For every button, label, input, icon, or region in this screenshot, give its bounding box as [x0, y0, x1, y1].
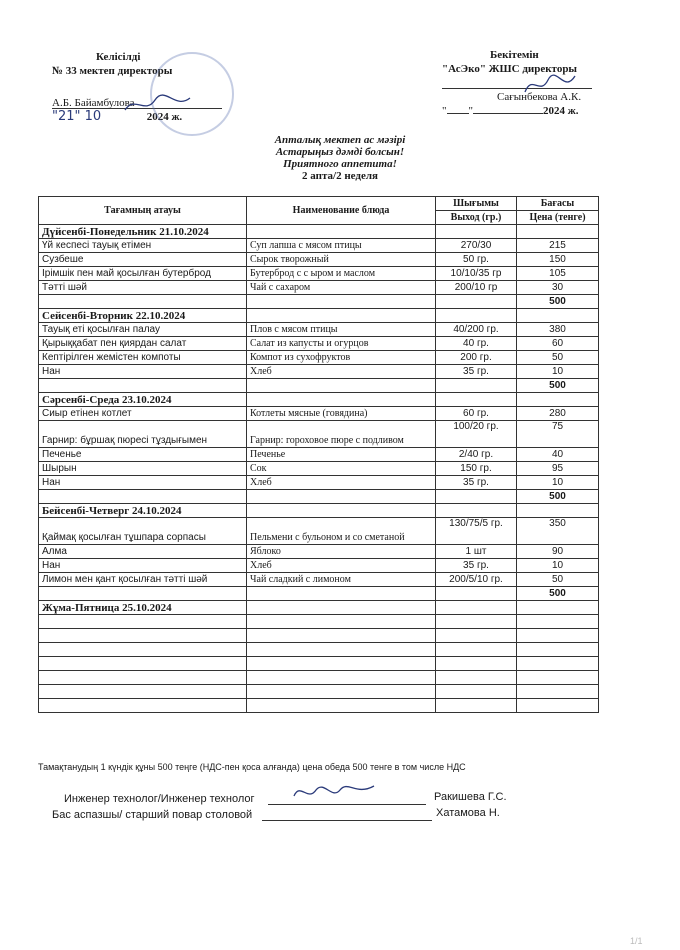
day-empty-cell — [247, 393, 436, 407]
menu-row — [39, 323, 599, 337]
dish-price: 50 — [517, 573, 599, 587]
dish-kk: Қырыққабат пен қиярдан салат — [39, 337, 247, 351]
dish-yield: 35 гр. — [436, 476, 517, 490]
dish-yield: 100/20 гр. — [436, 421, 517, 448]
empty-cell — [247, 615, 436, 629]
menu-row — [39, 421, 599, 448]
menu-title: Апталық мектеп ас мәзірі — [274, 134, 406, 146]
right-header-date-close: " — [468, 105, 473, 117]
empty-cell — [247, 643, 436, 657]
empty-cell — [39, 643, 247, 657]
total-empty-cell — [39, 295, 247, 309]
empty-row — [39, 685, 599, 699]
empty-cell — [517, 685, 599, 699]
empty-row — [39, 699, 599, 713]
dish-kk: Шырын — [39, 462, 247, 476]
empty-cell — [517, 699, 599, 713]
left-header-date-prefix: "21" 10 — [52, 109, 102, 124]
dish-kk: Ірімшік пен май қосылған бутерброд — [39, 267, 247, 281]
right-header-date-open: " — [442, 105, 447, 117]
empty-cell — [39, 685, 247, 699]
day-header-row — [39, 225, 599, 239]
dish-kk: Нан — [39, 365, 247, 379]
dish-kk: Нан — [39, 476, 247, 490]
signature-name-2: Хатамова Н. — [436, 807, 500, 819]
total-row — [39, 295, 599, 309]
total-empty-cell — [247, 295, 436, 309]
total-empty-cell — [39, 490, 247, 504]
dish-ru: Пельмени с бульоном и со сметаной — [247, 518, 436, 545]
dish-price: 380 — [517, 323, 599, 337]
dish-yield: 10/10/35 гр — [436, 267, 517, 281]
header-price-ru: Цена (тенге) — [517, 211, 599, 225]
total-row — [39, 490, 599, 504]
signature-left — [120, 90, 200, 120]
dish-price: 75 — [517, 421, 599, 448]
empty-cell — [436, 643, 517, 657]
day-header-row — [39, 504, 599, 518]
empty-cell — [436, 685, 517, 699]
day-header-row — [39, 393, 599, 407]
day-title: Сәрсенбі-Среда 23.10.2024 — [39, 393, 247, 407]
day-title: Сейсенбі-Вторник 22.10.2024 — [39, 309, 247, 323]
total-empty-cell — [247, 587, 436, 601]
dish-price: 10 — [517, 476, 599, 490]
empty-cell — [436, 671, 517, 685]
day-empty-cell — [517, 504, 599, 518]
day-empty-cell — [247, 225, 436, 239]
dish-ru: Печенье — [247, 448, 436, 462]
dish-kk: Лимон мен қант қосылған тәтті шәй — [39, 573, 247, 587]
dish-price: 60 — [517, 337, 599, 351]
empty-cell — [517, 671, 599, 685]
dish-price: 150 — [517, 253, 599, 267]
menu-row — [39, 239, 599, 253]
day-title: Жұма-Пятница 25.10.2024 — [39, 601, 247, 615]
dish-kk: Гарнир: бұршақ пюресі тұздығымен — [39, 421, 247, 448]
day-empty-cell — [517, 309, 599, 323]
day-empty-cell — [247, 504, 436, 518]
day-title: Бейсенбі-Четверг 24.10.2024 — [39, 504, 247, 518]
dish-yield: 50 гр. — [436, 253, 517, 267]
dish-kk: Кептірілген жемістен компоты — [39, 351, 247, 365]
dish-ru: Котлеты мясные (говядина) — [247, 407, 436, 421]
dish-kk: Тауық еті қосылған палау — [39, 323, 247, 337]
total-empty-cell — [436, 490, 517, 504]
day-title: Дүйсенбі-Понедельник 21.10.2024 — [39, 225, 247, 239]
dish-kk: Сиыр етінен котлет — [39, 407, 247, 421]
empty-row — [39, 657, 599, 671]
dish-yield: 1 шт — [436, 545, 517, 559]
menu-row — [39, 281, 599, 295]
empty-cell — [517, 657, 599, 671]
page-marker: 1/1 — [630, 936, 643, 946]
total-row — [39, 587, 599, 601]
dish-ru: Гарнир: гороховое пюре с подливом — [247, 421, 436, 448]
day-total: 500 — [517, 295, 599, 309]
dish-ru: Чай с сахаром — [247, 281, 436, 295]
empty-row — [39, 671, 599, 685]
dish-price: 95 — [517, 462, 599, 476]
dish-ru: Чай сладкий с лимоном — [247, 573, 436, 587]
empty-cell — [517, 615, 599, 629]
dish-kk: Алма — [39, 545, 247, 559]
day-total: 500 — [517, 587, 599, 601]
day-empty-cell — [247, 601, 436, 615]
left-header-approved: Келісілді — [96, 51, 141, 63]
menu-row — [39, 351, 599, 365]
dish-ru: Суп лапша с мясом птицы — [247, 239, 436, 253]
right-header-date-suffix: 2024 ж. — [543, 105, 579, 117]
empty-cell — [436, 629, 517, 643]
menu-row — [39, 407, 599, 421]
empty-row — [39, 615, 599, 629]
empty-cell — [247, 699, 436, 713]
day-empty-cell — [517, 393, 599, 407]
menu-row — [39, 448, 599, 462]
dish-yield: 200 гр. — [436, 351, 517, 365]
day-empty-cell — [517, 225, 599, 239]
empty-cell — [39, 671, 247, 685]
dish-price: 350 — [517, 518, 599, 545]
day-empty-cell — [436, 225, 517, 239]
signature-right — [520, 70, 580, 100]
signature-role-1: Инженер технолог/Инженер технолог — [64, 793, 255, 805]
header-price-kk: Бағасы — [517, 197, 599, 211]
empty-row — [39, 643, 599, 657]
signature-engineer — [290, 778, 380, 808]
menu-week: 2 апта/2 неделя — [302, 170, 378, 182]
dish-price: 105 — [517, 267, 599, 281]
dish-yield: 35 гр. — [436, 559, 517, 573]
dish-kk: Сузбеше — [39, 253, 247, 267]
empty-cell — [247, 657, 436, 671]
menu-wish-ru: Приятного аппетита! — [283, 158, 397, 170]
dish-price: 10 — [517, 365, 599, 379]
day-empty-cell — [436, 393, 517, 407]
right-header-position: "АсЭко" ЖШС директоры — [442, 63, 578, 75]
dish-yield: 270/30 — [436, 239, 517, 253]
total-empty-cell — [39, 379, 247, 393]
dish-kk: Печенье — [39, 448, 247, 462]
dish-yield: 200/5/10 гр. — [436, 573, 517, 587]
menu-row — [39, 559, 599, 573]
dish-yield: 40 гр. — [436, 337, 517, 351]
day-header-row — [39, 601, 599, 615]
total-empty-cell — [247, 379, 436, 393]
dish-kk: Нан — [39, 559, 247, 573]
menu-row — [39, 462, 599, 476]
left-header-name: А.Б. Байамбулова — [52, 97, 135, 109]
empty-cell — [247, 671, 436, 685]
menu-wish-kk: Астарыңыз дәмді болсын! — [275, 146, 405, 158]
day-total: 500 — [517, 490, 599, 504]
empty-cell — [436, 657, 517, 671]
empty-cell — [247, 629, 436, 643]
dish-price: 280 — [517, 407, 599, 421]
empty-cell — [39, 615, 247, 629]
empty-cell — [247, 685, 436, 699]
dish-yield: 40/200 гр. — [436, 323, 517, 337]
dish-yield: 60 гр. — [436, 407, 517, 421]
dish-kk: Тәтті шәй — [39, 281, 247, 295]
dish-yield: 150 гр. — [436, 462, 517, 476]
dish-yield: 2/40 гр. — [436, 448, 517, 462]
dish-yield: 35 гр. — [436, 365, 517, 379]
empty-row — [39, 629, 599, 643]
header-dish-ru: Наименование блюда — [247, 197, 436, 225]
menu-row — [39, 337, 599, 351]
empty-cell — [436, 615, 517, 629]
day-header-row — [39, 309, 599, 323]
dish-price: 10 — [517, 559, 599, 573]
right-header-date — [442, 104, 578, 118]
empty-cell — [39, 657, 247, 671]
menu-row — [39, 267, 599, 281]
footnote: Тамақтанудың 1 күндік құны 500 теңге (НДС-пен қоса алғанда) цена обеда 500 тенге в том числе НДС — [38, 762, 466, 772]
menu-row — [39, 253, 599, 267]
signature-role-2: Бас аспазшы/ старший повар столовой — [52, 809, 253, 821]
dish-ru: Сок — [247, 462, 436, 476]
empty-cell — [517, 643, 599, 657]
signature-line-2 — [262, 820, 432, 821]
total-empty-cell — [436, 295, 517, 309]
menu-row — [39, 518, 599, 545]
signature-name-1: Ракишева Г.С. — [434, 791, 507, 803]
menu-row — [39, 573, 599, 587]
total-row — [39, 379, 599, 393]
header-dish-kk: Тағамның атауы — [39, 197, 247, 225]
dish-ru: Бутерброд с с ыром и маслом — [247, 267, 436, 281]
menu-row — [39, 545, 599, 559]
dish-ru: Хлеб — [247, 365, 436, 379]
total-empty-cell — [39, 587, 247, 601]
dish-ru: Хлеб — [247, 476, 436, 490]
left-header-date-suffix: 2024 ж. — [146, 111, 183, 123]
dish-ru: Салат из капусты и огурцов — [247, 337, 436, 351]
empty-cell — [39, 699, 247, 713]
dish-yield: 200/10 гр — [436, 281, 517, 295]
right-header-name: Сағынбекова А.К. — [497, 91, 582, 103]
dish-ru: Яблоко — [247, 545, 436, 559]
day-empty-cell — [436, 309, 517, 323]
right-header-approve: Бекітемін — [490, 49, 539, 61]
total-empty-cell — [436, 587, 517, 601]
dish-price: 30 — [517, 281, 599, 295]
dish-price: 90 — [517, 545, 599, 559]
menu-row — [39, 476, 599, 490]
menu-row — [39, 365, 599, 379]
dish-ru: Сырок творожный — [247, 253, 436, 267]
dish-kk: Қаймақ қосылған тұшпара сорпасы — [39, 518, 247, 545]
menu-table — [38, 196, 599, 713]
total-empty-cell — [436, 379, 517, 393]
day-empty-cell — [247, 309, 436, 323]
header-yield-kk: Шығымы — [436, 197, 517, 211]
header-yield-ru: Выход (гр.) — [436, 211, 517, 225]
day-empty-cell — [436, 601, 517, 615]
dish-kk: Үй кеспесі тауық етімен — [39, 239, 247, 253]
dish-ru: Плов с мясом птицы — [247, 323, 436, 337]
dish-price: 40 — [517, 448, 599, 462]
empty-cell — [39, 629, 247, 643]
dish-ru: Компот из сухофруктов — [247, 351, 436, 365]
empty-cell — [436, 699, 517, 713]
day-empty-cell — [517, 601, 599, 615]
left-header-position: № 33 мектеп директоры — [52, 65, 173, 77]
dish-price: 215 — [517, 239, 599, 253]
dish-ru: Хлеб — [247, 559, 436, 573]
dish-yield: 130/75/5 гр. — [436, 518, 517, 545]
day-empty-cell — [436, 504, 517, 518]
total-empty-cell — [247, 490, 436, 504]
empty-cell — [517, 629, 599, 643]
day-total: 500 — [517, 379, 599, 393]
dish-price: 50 — [517, 351, 599, 365]
